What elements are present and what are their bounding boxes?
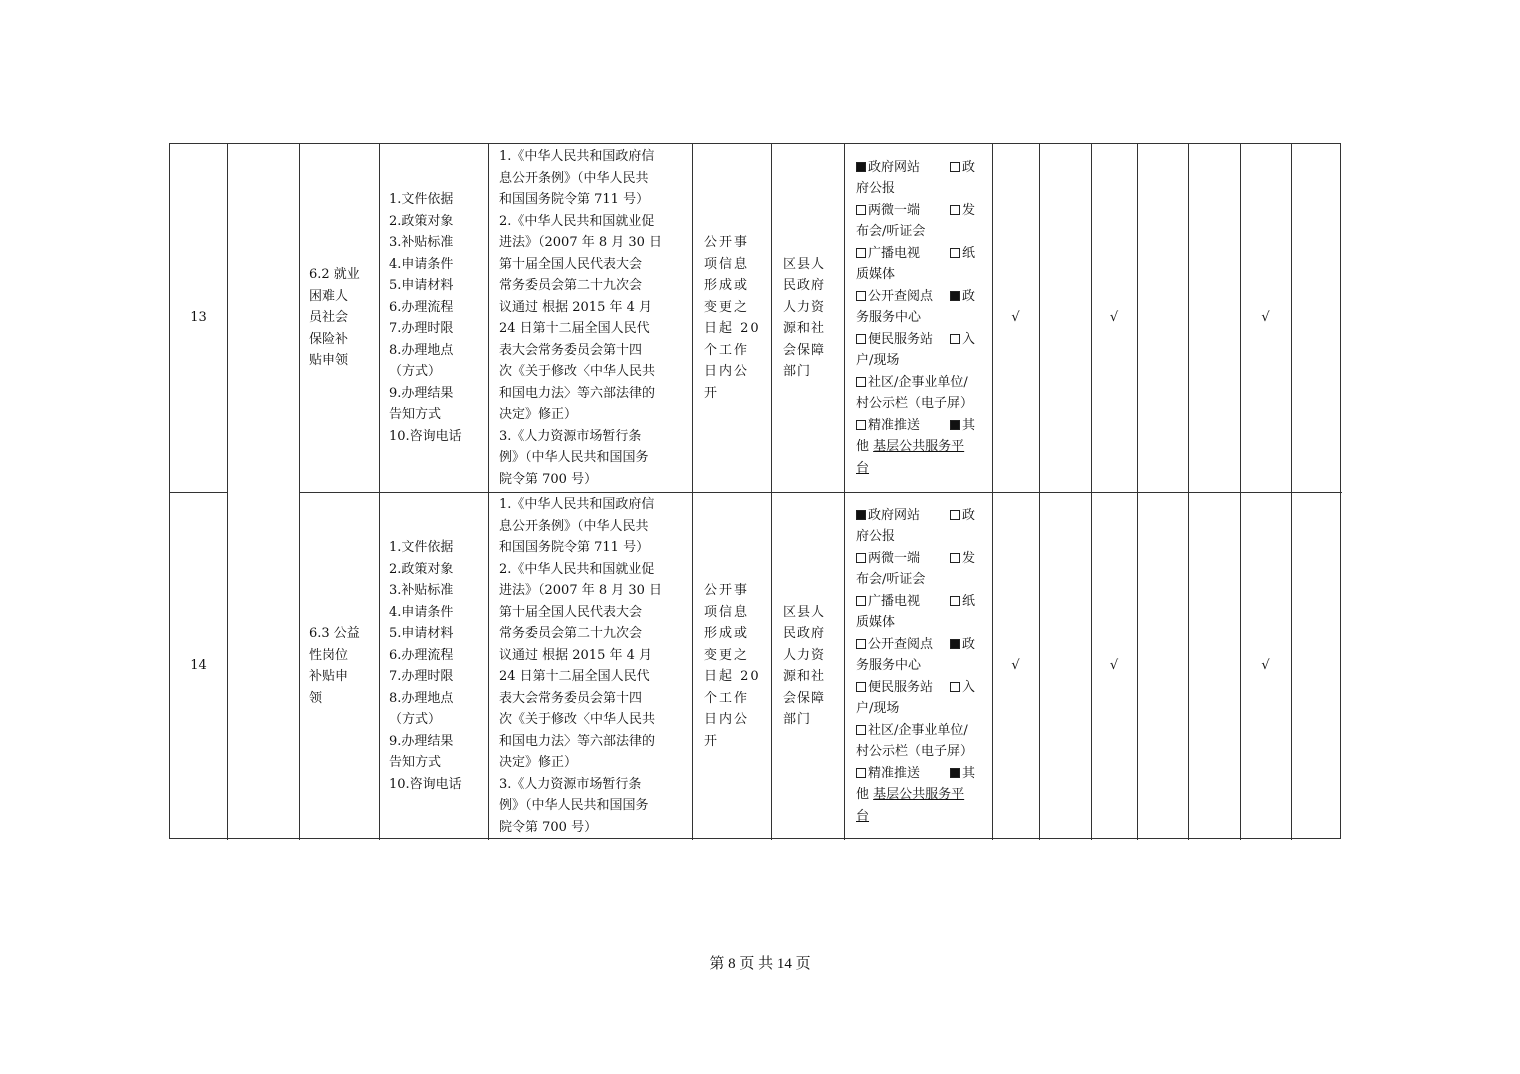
content-item: 8.办理地点 — [389, 690, 454, 706]
other-channel-text: 台 — [856, 808, 870, 824]
channel-option — [950, 157, 984, 179]
channel-line — [856, 677, 984, 699]
channel-label: 精准推送 — [868, 417, 921, 433]
channel-option — [856, 243, 950, 265]
channel-label-cont: 府公报 — [856, 181, 896, 197]
channel-label: 纸 — [962, 593, 976, 609]
basis-line: 议通过 根据 2015 年 4 月 — [499, 647, 653, 663]
item-name-line: 保险补 — [309, 331, 349, 347]
item-name-line: 6.2 就业 — [309, 267, 360, 283]
content-item: 3.补贴标准 — [389, 583, 454, 598]
channel-label: 入 — [962, 679, 976, 695]
checked-box-icon[interactable] — [950, 768, 960, 778]
row-index-number: 14 — [190, 658, 207, 674]
channel-option — [856, 329, 950, 351]
basis-line: 表大会常务委员会第十四 — [499, 342, 643, 358]
channel-label-cont: 务服务中心 — [856, 658, 922, 674]
channel-label: 政 — [962, 288, 976, 304]
channel-line — [856, 591, 984, 613]
check-cell — [1137, 492, 1188, 840]
channel-label: 政 — [962, 159, 976, 175]
unchecked-box-icon[interactable] — [856, 596, 866, 606]
channel-option — [856, 458, 984, 480]
channel-option — [856, 698, 984, 720]
check-cell — [1039, 492, 1091, 840]
channel-line — [856, 741, 984, 763]
channel-option — [856, 505, 950, 527]
channel-option — [856, 350, 984, 372]
channel-label-cont: 府公报 — [856, 529, 896, 545]
basis-line: 例》（中华人民共和国国务 — [499, 450, 649, 465]
channel-option — [950, 286, 984, 308]
content-item: 5.申请材料 — [389, 278, 454, 293]
subject-cell — [783, 492, 838, 840]
check-cell — [1091, 144, 1137, 492]
channel-option — [950, 591, 984, 613]
unchecked-box-icon[interactable] — [856, 248, 866, 258]
legal-basis-cell — [499, 144, 688, 492]
unchecked-box-icon[interactable] — [856, 768, 866, 778]
other-channel-text: 台 — [856, 460, 870, 476]
content-item: 告知方式 — [389, 755, 442, 770]
channel-line — [856, 372, 984, 394]
item-name-line: 性岗位 — [309, 647, 349, 663]
channel-label: 公开查阅点 — [868, 288, 934, 304]
channel-label: 广播电视 — [868, 245, 921, 261]
channel-label-cont: 他 — [856, 439, 874, 455]
timeframe-cell — [704, 144, 765, 492]
channel-label: 政 — [962, 507, 976, 523]
channel-option — [950, 505, 984, 527]
basis-line: 24 日第十二届全国人民代 — [499, 321, 650, 336]
check-mark: √ — [1261, 658, 1270, 674]
page-footer: 第 8 页 共 14 页 — [709, 956, 811, 972]
channel-label: 政府网站 — [868, 507, 921, 523]
channel-label: 公开查阅点 — [868, 636, 934, 652]
check-mark: √ — [1011, 310, 1020, 326]
check-cell — [992, 492, 1039, 840]
content-item: 2.政策对象 — [389, 561, 454, 577]
channel-option — [856, 634, 950, 656]
channel-line — [856, 634, 984, 656]
checked-box-icon[interactable] — [950, 639, 960, 649]
timeframe-line: 形成或 — [704, 626, 750, 641]
channel-option — [856, 286, 950, 308]
channel-option — [856, 569, 984, 591]
channel-label: 两微一端 — [868, 550, 921, 566]
timeframe-line: 变更之 — [704, 299, 750, 315]
channel-option — [856, 436, 984, 458]
channel-label-cont: 村公示栏（电子屏） — [856, 744, 974, 760]
unchecked-box-icon[interactable] — [856, 725, 866, 735]
check-cell — [1137, 144, 1188, 492]
channel-option — [856, 612, 984, 634]
basis-line: 表大会常务委员会第十四 — [499, 690, 643, 706]
item-name-line: 补贴申 — [309, 669, 349, 684]
content-item: 1.文件依据 — [389, 540, 454, 555]
timeframe-line: 日内公 — [704, 712, 750, 727]
check-cell — [1240, 144, 1291, 492]
channel-label: 精准推送 — [868, 765, 921, 781]
basis-line: 息公开条例》（中华人民共 — [499, 518, 649, 534]
channel-label-cont: 务服务中心 — [856, 310, 922, 326]
timeframe-line: 公开事 — [704, 583, 750, 598]
subject-line: 民政府 — [783, 626, 826, 641]
unchecked-box-icon[interactable] — [950, 205, 960, 215]
channel-label: 发 — [962, 202, 976, 218]
channel-line — [856, 784, 984, 806]
timeframe-line: 个工作 — [704, 342, 750, 358]
other-channel-text: 基层公共服务平 — [873, 439, 965, 455]
timeframe-line: 日内公 — [704, 364, 750, 379]
channel-option — [856, 221, 984, 243]
basis-line: 和国国务院令第 711 号） — [499, 192, 650, 207]
channel-label: 入 — [962, 331, 976, 347]
channel-line — [856, 200, 984, 222]
content-item: 4.申请条件 — [389, 604, 454, 620]
channel-option — [856, 415, 950, 437]
content-item: 8.办理地点 — [389, 342, 454, 358]
unchecked-box-icon[interactable] — [950, 596, 960, 606]
basis-line: 第十届全国人民代表大会 — [499, 604, 643, 620]
channel-option — [856, 307, 984, 329]
content-item: 2.政策对象 — [389, 213, 454, 229]
channel-line — [856, 655, 984, 677]
disclosure-contents-cell — [389, 144, 484, 492]
channel-line — [856, 458, 984, 480]
basis-line: 次《关于修改〈中华人民共 — [499, 712, 656, 727]
content-item: 6.办理流程 — [389, 647, 454, 663]
unchecked-box-icon[interactable] — [856, 334, 866, 344]
channel-line — [856, 264, 984, 286]
legal-basis-cell — [499, 492, 688, 840]
channel-line — [856, 806, 984, 828]
channel-label: 纸 — [962, 245, 976, 261]
timeframe-line: 变更之 — [704, 647, 750, 663]
channel-option — [856, 372, 984, 394]
channel-line — [856, 307, 984, 329]
check-mark: √ — [1011, 658, 1020, 674]
channel-label-cont: 质媒体 — [856, 267, 896, 283]
channel-line — [856, 329, 984, 351]
item-name-line: 领 — [309, 690, 323, 706]
basis-line: 进法》（2007 年 8 月 30 日 — [499, 235, 663, 250]
row-index-number: 13 — [190, 310, 207, 326]
channel-line — [856, 415, 984, 437]
channel-line — [856, 243, 984, 265]
item-name-line: 6.3 公益 — [309, 626, 360, 641]
channel-option — [856, 655, 984, 677]
channel-option — [856, 591, 950, 613]
basis-line: 和国电力法〉等六部法律的 — [499, 385, 656, 401]
check-cell — [1291, 492, 1342, 840]
content-item: 3.补贴标准 — [389, 235, 454, 250]
channel-label-cont: 布会/听证会 — [856, 572, 926, 588]
channel-line — [856, 720, 984, 742]
channel-label-cont: 户/现场 — [856, 701, 900, 717]
basis-line: 次《关于修改〈中华人民共 — [499, 364, 656, 379]
basis-line: 1.《中华人民共和国政府信 — [499, 497, 655, 512]
content-item: 6.办理流程 — [389, 299, 454, 315]
check-mark: √ — [1109, 658, 1119, 674]
item-name-line: 困难人 — [309, 288, 349, 304]
channel-line — [856, 569, 984, 591]
content-item: 10.咨询电话 — [389, 428, 462, 444]
timeframe-line: 公开事 — [704, 235, 750, 250]
content-item: 7.办理时限 — [389, 669, 454, 684]
content-item: 5.申请材料 — [389, 626, 454, 641]
subject-line: 会保障 — [783, 690, 826, 706]
check-cell — [1188, 492, 1240, 840]
basis-line: 第十届全国人民代表大会 — [499, 256, 643, 272]
basis-line: 2.《中华人民共和国就业促 — [499, 561, 655, 577]
subject-line: 部门 — [783, 364, 812, 379]
channel-option — [856, 677, 950, 699]
channel-option — [856, 720, 984, 742]
unchecked-box-icon[interactable] — [950, 510, 960, 520]
channel-label: 两微一端 — [868, 202, 921, 218]
content-item: 1.文件依据 — [389, 192, 454, 207]
basis-line: 1.《中华人民共和国政府信 — [499, 149, 655, 164]
unchecked-box-icon[interactable] — [950, 162, 960, 172]
timeframe-line: 日起 20 — [704, 321, 761, 336]
channel-option — [950, 243, 984, 265]
channel-label: 便民服务站 — [868, 331, 934, 347]
subject-line: 区县人 — [783, 256, 826, 272]
channel-option — [856, 178, 984, 200]
channel-option — [950, 200, 984, 222]
channel-line — [856, 763, 984, 785]
unchecked-box-icon[interactable] — [950, 682, 960, 692]
channel-option — [950, 415, 984, 437]
content-item: （方式） — [389, 712, 442, 727]
timeframe-line: 开 — [704, 385, 720, 401]
channel-option — [950, 677, 984, 699]
channel-option — [950, 548, 984, 570]
timeframe-line: 日起 20 — [704, 669, 761, 684]
content-item: 9.办理结果 — [389, 733, 454, 749]
basis-line: 决定》修正） — [499, 407, 578, 422]
content-item: 告知方式 — [389, 407, 442, 422]
item-name-line: 员社会 — [309, 310, 349, 326]
channel-option — [856, 548, 950, 570]
item-name-cell — [309, 144, 373, 492]
subject-line: 人力资 — [783, 647, 826, 663]
content-item: 9.办理结果 — [389, 385, 454, 401]
channel-label: 政 — [962, 636, 976, 652]
basis-line: 和国国务院令第 711 号） — [499, 540, 650, 555]
unchecked-box-icon[interactable] — [950, 248, 960, 258]
channel-label: 政府网站 — [868, 159, 921, 175]
unchecked-box-icon[interactable] — [856, 291, 866, 301]
basis-line: 3.《人力资源市场暂行条 — [499, 776, 642, 792]
channel-option — [856, 393, 984, 415]
subject-line: 人力资 — [783, 299, 826, 315]
checked-box-icon[interactable] — [856, 510, 866, 520]
unchecked-box-icon[interactable] — [856, 639, 866, 649]
channel-line — [856, 393, 984, 415]
unchecked-box-icon[interactable] — [950, 334, 960, 344]
unchecked-box-icon[interactable] — [856, 205, 866, 215]
timeframe-line: 项信息 — [704, 604, 750, 620]
check-cell — [992, 144, 1039, 492]
channel-line — [856, 178, 984, 200]
basis-line: 3.《人力资源市场暂行条 — [499, 428, 642, 444]
channel-label-cont: 他 — [856, 787, 874, 803]
content-item: 10.咨询电话 — [389, 776, 462, 792]
row-index — [170, 492, 227, 840]
basis-line: 常务委员会第二十九次会 — [499, 278, 643, 293]
check-cell — [1091, 492, 1137, 840]
content-item: 7.办理时限 — [389, 321, 454, 336]
content-item: 4.申请条件 — [389, 256, 454, 272]
timeframe-line: 项信息 — [704, 256, 750, 272]
check-cell — [1039, 144, 1091, 492]
basis-line: 决定》修正） — [499, 755, 578, 770]
channel-option — [856, 763, 950, 785]
basis-line: 和国电力法〉等六部法律的 — [499, 733, 656, 749]
channel-label: 便民服务站 — [868, 679, 934, 695]
channel-line — [856, 221, 984, 243]
item-name-cell — [309, 492, 373, 840]
channel-label-cont: 质媒体 — [856, 615, 896, 631]
channel-label-cont: 村公示栏（电子屏） — [856, 396, 974, 412]
checked-box-icon[interactable] — [856, 162, 866, 172]
channel-label-cont: 户/现场 — [856, 353, 900, 369]
channel-option — [856, 741, 984, 763]
subject-line: 源和社 — [783, 669, 826, 684]
timeframe-line: 形成或 — [704, 278, 750, 293]
other-channel-text: 基层公共服务平 — [873, 787, 965, 803]
channel-line — [856, 548, 984, 570]
channel-label: 社区/企事业单位/ — [868, 722, 968, 738]
channel-line — [856, 526, 984, 548]
content-item: （方式） — [389, 364, 442, 379]
timeframe-line: 个工作 — [704, 690, 750, 706]
subject-cell — [783, 144, 838, 492]
unchecked-box-icon[interactable] — [856, 420, 866, 430]
checked-box-icon[interactable] — [950, 291, 960, 301]
channel-label: 广播电视 — [868, 593, 921, 609]
channel-option — [950, 763, 984, 785]
channel-option — [856, 526, 984, 548]
channel-line — [856, 436, 984, 458]
timeframe-line: 开 — [704, 733, 720, 749]
unchecked-box-icon[interactable] — [856, 553, 866, 563]
subject-line: 会保障 — [783, 342, 826, 358]
item-name-line: 贴申领 — [309, 353, 349, 369]
subject-line: 源和社 — [783, 321, 826, 336]
check-cell — [1240, 492, 1291, 840]
check-cell — [1291, 144, 1342, 492]
subject-line: 部门 — [783, 712, 812, 727]
basis-line: 2.《中华人民共和国就业促 — [499, 213, 655, 229]
channel-label: 其 — [962, 765, 976, 781]
basis-line: 院令第 700 号） — [499, 471, 598, 487]
timeframe-cell — [704, 492, 765, 840]
basis-line: 议通过 根据 2015 年 4 月 — [499, 299, 653, 315]
check-mark: √ — [1109, 310, 1119, 326]
disclosure-contents-cell — [389, 492, 484, 840]
channel-line — [856, 698, 984, 720]
channel-line — [856, 350, 984, 372]
channel-label: 其 — [962, 417, 976, 433]
channel-option — [856, 784, 984, 806]
basis-line: 例》（中华人民共和国国务 — [499, 798, 649, 813]
basis-line: 常务委员会第二十九次会 — [499, 626, 643, 641]
unchecked-box-icon[interactable] — [856, 682, 866, 692]
basis-line: 院令第 700 号） — [499, 819, 598, 835]
channel-label: 社区/企事业单位/ — [868, 374, 968, 390]
channel-label: 发 — [962, 550, 976, 566]
basis-line: 24 日第十二届全国人民代 — [499, 669, 650, 684]
policy-disclosure-table — [169, 143, 1341, 839]
channel-option — [856, 200, 950, 222]
channel-line — [856, 612, 984, 634]
row-index — [170, 144, 227, 492]
basis-line: 进法》（2007 年 8 月 30 日 — [499, 583, 663, 598]
channel-option — [856, 264, 984, 286]
subject-line: 区县人 — [783, 604, 826, 620]
subject-line: 民政府 — [783, 278, 826, 293]
channel-option — [950, 329, 984, 351]
disclosure-channels-cell — [856, 144, 984, 492]
check-mark: √ — [1261, 310, 1270, 326]
basis-line: 息公开条例》（中华人民共 — [499, 170, 649, 186]
channel-line — [856, 157, 984, 179]
disclosure-channels-cell — [856, 492, 984, 840]
check-cell — [1188, 144, 1240, 492]
channel-line — [856, 505, 984, 527]
channel-option — [856, 157, 950, 179]
channel-option — [856, 806, 984, 828]
unchecked-box-icon[interactable] — [856, 377, 866, 387]
checked-box-icon[interactable] — [950, 420, 960, 430]
channel-option — [950, 634, 984, 656]
channel-label-cont: 布会/听证会 — [856, 224, 926, 240]
channel-line — [856, 286, 984, 308]
unchecked-box-icon[interactable] — [950, 553, 960, 563]
